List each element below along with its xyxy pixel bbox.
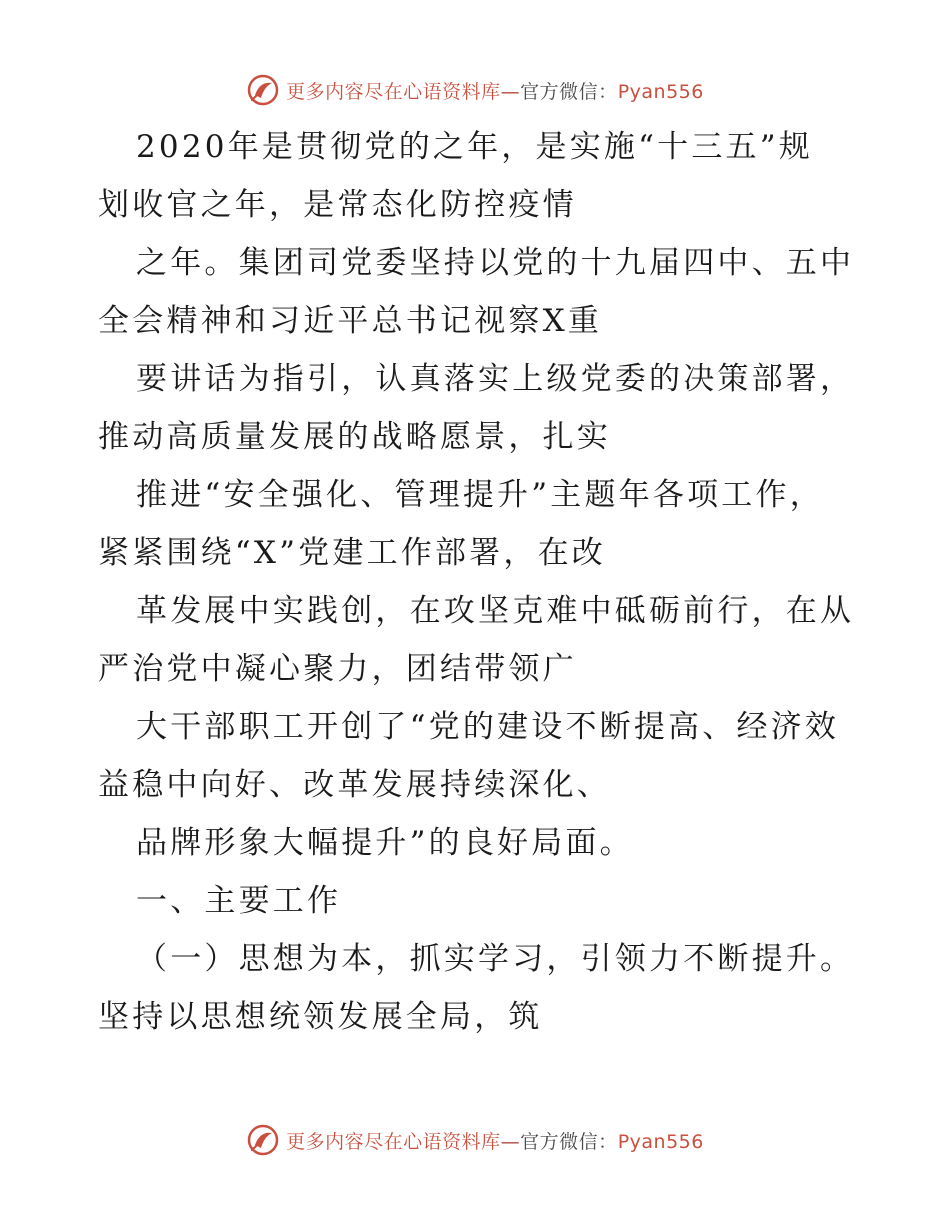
- header-watermark-banner: [0, 70, 950, 110]
- body-line: 益稳中向好、改革发展持续深化、: [98, 767, 611, 803]
- banner-wechat-label: 官方微信：: [520, 1130, 618, 1153]
- logo-icon: [246, 1123, 280, 1157]
- section-heading: 一、主要工作: [136, 883, 342, 919]
- logo-icon: [246, 73, 280, 107]
- footer-watermark-banner: [0, 1120, 950, 1160]
- banner-wechat-id: Pyan556: [617, 80, 704, 103]
- body-line: 之年。集团司党委坚持以党的十九届四中、五中: [136, 245, 855, 281]
- document-body: [98, 118, 858, 1046]
- body-line: 2020年是贯彻党的之年，是实施“十三五”规: [136, 129, 813, 165]
- body-line: 划收官之年，是常态化防控疫情: [98, 187, 577, 223]
- banner-text: [286, 77, 704, 104]
- banner-main-text: 更多内容尽在心语资料库: [286, 1130, 501, 1153]
- body-line: 推动高质量发展的战略愿景，扎实: [98, 419, 611, 455]
- banner-main-text: 更多内容尽在心语资料库: [286, 80, 501, 103]
- body-line: 紧紧围绕“X”党建工作部署，在改: [98, 535, 606, 571]
- banner-dash: —: [500, 80, 521, 103]
- body-line: 坚持以思想统领发展全局，筑: [98, 999, 543, 1035]
- body-line: 要讲话为指引，认真落实上级党委的决策部署，: [136, 361, 855, 397]
- banner-dash: —: [500, 1130, 521, 1153]
- body-line: 严治党中凝心聚力，团结带领广: [98, 651, 577, 687]
- banner-text: [286, 1127, 704, 1154]
- body-line: 全会精神和习近平总书记视察X重: [98, 303, 603, 339]
- banner-wechat-label: 官方微信：: [520, 80, 618, 103]
- body-line: 革发展中实践创，在攻坚克难中砥砺前行，在从: [136, 593, 855, 629]
- body-line: 大干部职工开创了“党的建设不断提高、经济效: [136, 709, 840, 745]
- banner-wechat-id: Pyan556: [617, 1130, 704, 1153]
- body-line: 品牌形象大幅提升”的良好局面。: [136, 825, 634, 861]
- body-line: 推进“安全强化、管理提升”主题年各项工作，: [136, 477, 824, 513]
- subsection-heading: （一）思想为本，抓实学习，引领力不断提升。: [136, 941, 855, 977]
